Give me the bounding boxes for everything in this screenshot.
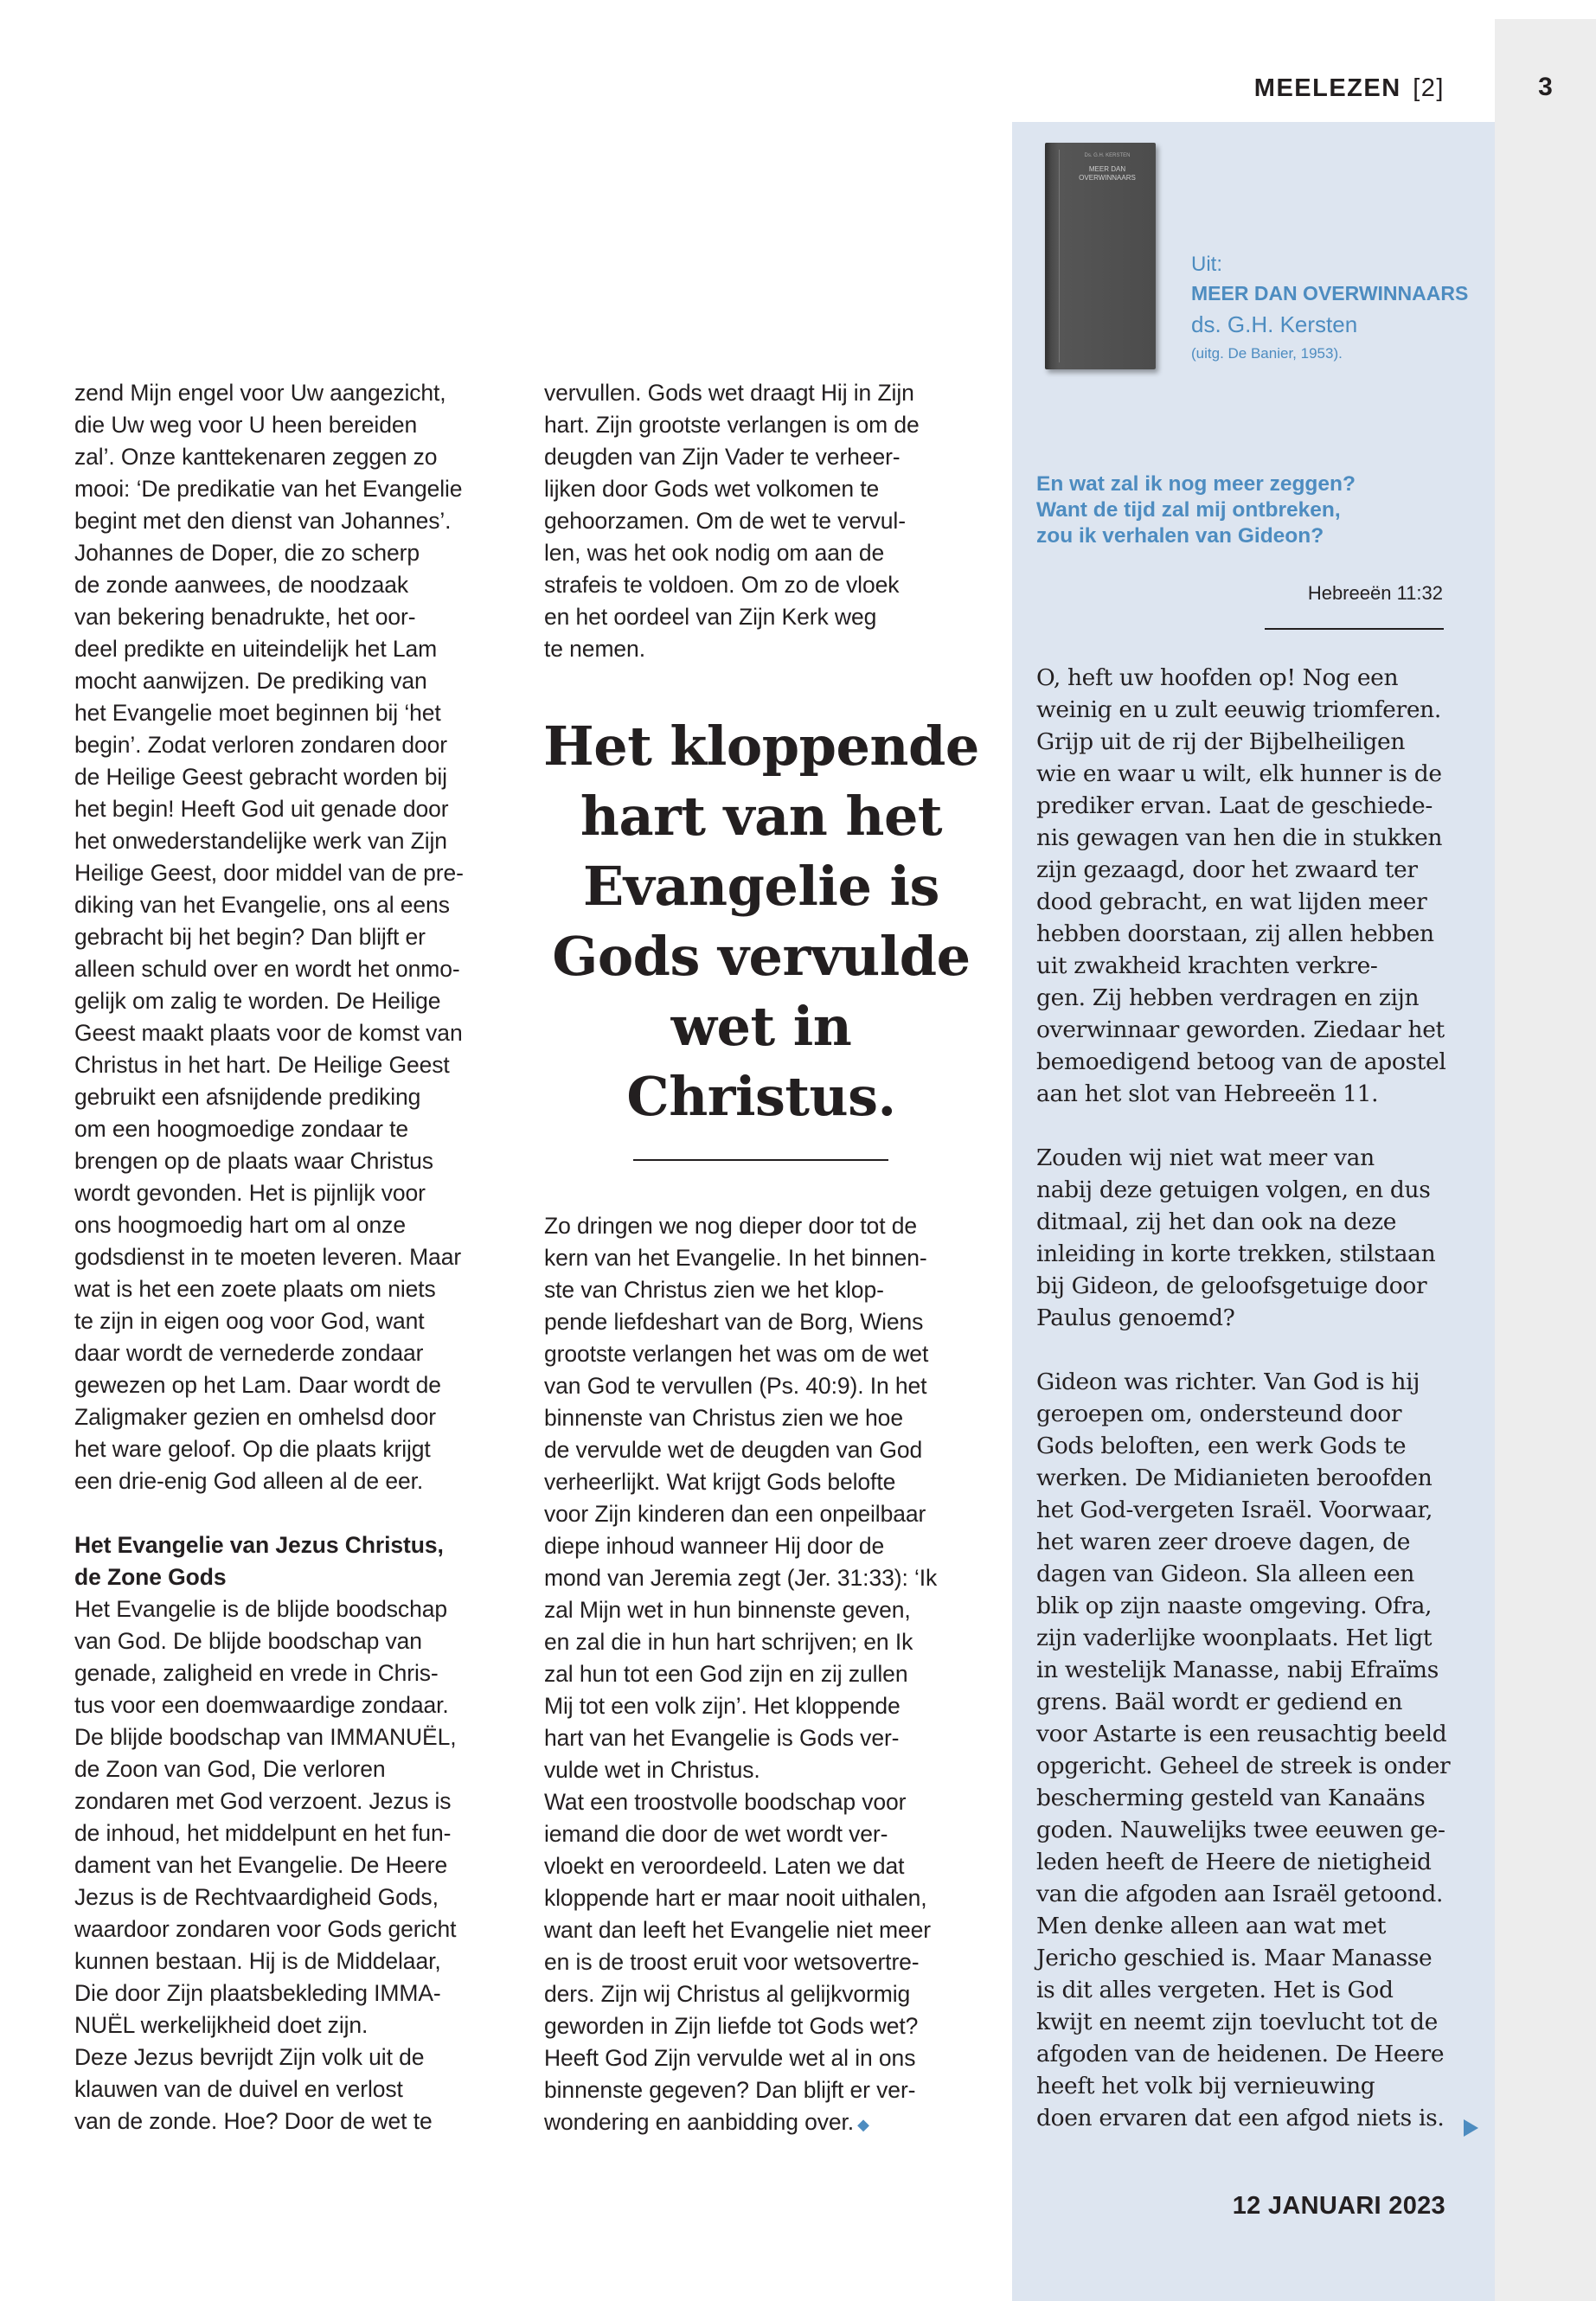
text-line: O, heft uw hoofden op! Nog een [1036,664,1399,691]
text-line: wie en waar u wilt, elk hunner is de [1036,760,1442,787]
text-line: in westelijk Manasse, nabij Efraïms [1036,1657,1439,1683]
text-line: Het Evangelie van Jezus Christus, [74,1532,444,1558]
text-line: goden. Nauwelijks twee eeuwen ge- [1036,1817,1445,1843]
text-line: overwinnaar geworden. Ziedaar het [1036,1016,1445,1043]
text-line: gebracht bij het begin? Dan blijft er [74,924,426,950]
text-line: Jericho geschied is. Maar Manasse [1036,1945,1433,1971]
text-line: genade, zaligheid en vrede in Chris- [74,1660,439,1686]
text-line: de Zone Gods [74,1564,227,1590]
text-line: weinig en u zult eeuwig triomferen. [1036,696,1441,723]
text-line: ders. Zijn wij Christus al gelijkvormig [544,1981,911,2007]
body-paragraph [74,377,507,1497]
text-line: Gideon was richter. Van God is hij [1036,1368,1420,1395]
text-line: bemoedigend betoog van de apostel [1036,1048,1446,1075]
text-line: NUËL werkelijkheid doet zijn. [74,2012,369,2038]
text-line: Geest maakt plaats voor de komst van [74,1020,463,1046]
text-line: Christus in het hart. De Heilige Geest [74,1052,450,1078]
text-line: een drie-enig God alleen al de eer. [74,1468,424,1494]
text-line: strafeis te voldoen. Om zo de vloek [544,572,900,598]
bible-quote [1036,471,1469,549]
text-line: mond van Jeremia zegt (Jer. 31:33): ‘Ik [544,1565,938,1591]
text-line: iemand die door de wet wordt ver- [544,1821,888,1847]
text-line: zijn gezaagd, door het zwaard ter [1036,856,1418,883]
text-line-with-end-mark [544,2106,977,2141]
text-line: Zo dringen we nog dieper door tot de [544,1213,917,1239]
text-line: aan het slot van Hebreeën 11. [1036,1080,1379,1107]
text-line: zal Mijn wet in hun binnenste geven, [544,1597,911,1623]
text-line: dagen van Gideon. Sla alleen een [1036,1561,1415,1587]
sidebar-paragraph [1036,1142,1469,1334]
text-line: vervullen. Gods wet draagt Hij in Zijn [544,380,914,406]
article-column-2-top [544,377,977,665]
text-line: het God-vergeten Israël. Voorwaar, [1036,1497,1433,1523]
text-line: van God. De blijde boodschap van [74,1628,422,1654]
text-line: het ware geloof. Op die plaats krijgt [74,1436,431,1462]
text-line: mocht aanwijzen. De prediking van [74,668,427,694]
end-of-article-icon: ◆ [857,2116,869,2133]
text-line: vulde wet in Christus. [544,1757,760,1783]
pull-quote-divider [633,1159,888,1161]
text-line: Mij tot een volk zijn’. Het kloppende [544,1693,901,1719]
text-line: Paulus genoemd? [1036,1304,1235,1331]
text-line: zal hun tot een God zijn en zij zullen [544,1661,908,1687]
pull-quote [536,711,986,1131]
text-line: het waren zeer droeve dagen, de [1036,1529,1411,1555]
text-line: godsdienst in te moeten leveren. Maar [74,1244,462,1270]
quote-reference: Hebreeën 11:32 [1307,582,1443,604]
section-title: MEELEZEN [1253,74,1401,102]
text-line: de vervulde wet de deugden van God [544,1437,923,1463]
text-line: Grijp uit de rij der Bijbelheiligen [1036,728,1406,755]
text-line: binnenste gegeven? Dan blijft er ver- [544,2077,916,2103]
quote-divider [1265,628,1444,630]
text-line: zondaren met God verzoent. Jezus is [74,1788,452,1814]
text-line: deel predikte en uiteindelijk het Lam [74,636,438,662]
text-line: hart. Zijn grootste verlangen is om de [544,412,920,438]
page-number: 3 [1538,73,1553,101]
text-line: verheerlijkt. Wat krijgt Gods belofte [544,1469,896,1495]
text-line: Heeft God Zijn vervulde wet al in ons [544,2045,916,2071]
text-line: ditmaal, zij het dan ook na deze [1036,1208,1397,1235]
text-line: Johannes de Doper, die zo scherp [74,540,420,566]
source-book-title: MEER DAN OVERWINNAARS [1191,282,1469,304]
text-line: de inhoud, het middelpunt en het fun- [74,1820,452,1846]
text-line: lijken door Gods wet volkomen te [544,476,880,502]
text-line: Men denke alleen aan wat met [1036,1913,1387,1939]
text-line: gewezen op het Lam. Daar wordt de [74,1372,441,1398]
text-line: en het oordeel van Zijn Kerk weg [544,604,877,630]
text-line: Zouden wij niet wat meer van [1036,1144,1375,1171]
text-line: te nemen. [544,636,645,662]
text-line: die Uw weg voor U heen bereiden [74,412,418,438]
text-line: brengen op de plaats waar Christus [74,1148,433,1174]
text-line: het onwederstandelijke werk van Zijn [74,828,447,854]
text-line: Gods vervulde [552,925,971,988]
text-line: van God te vervullen (Ps. 40:9). In het [544,1373,927,1399]
text-line: nabij deze getuigen volgen, en dus [1036,1176,1431,1203]
section-number: [2] [1413,74,1445,102]
text-line: Zaligmaker gezien en omhelsd door [74,1404,436,1430]
text-line: Het Evangelie is de blijde boodschap [74,1596,447,1622]
text-line: Christus. [626,1065,896,1128]
text-line: om een hoogmoedige zondaar te [74,1116,409,1142]
text-line: vloekt en veroordeeld. Laten we dat [544,1853,905,1879]
text-line: Deze Jezus bevrijdt Zijn volk uit de [74,2044,425,2070]
text-line: hart van het Evangelie is Gods ver- [544,1725,900,1751]
sidebar-paragraph [1036,1366,1469,2134]
text-line: voor Zijn kinderen dan een onpeilbaar [544,1501,926,1527]
text-line: te zijn in eigen oog voor God, want [74,1308,425,1334]
page-tab [1495,19,1596,2301]
text-line: daar wordt de vernederde zondaar [74,1340,424,1366]
book-cover-author: Ds. G.H. KERSTEN [1084,153,1131,158]
text-line: kwijt en neemt zijn toevlucht tot de [1036,2009,1438,2035]
source-prefix: Uit: [1191,253,1222,276]
text-line: gelijk om zalig te worden. De Heilige [74,988,441,1014]
text-line: voor Astarte is een reusachtig beeld [1036,1721,1447,1747]
source-publisher: (uitg. De Banier, 1953). [1191,345,1343,362]
text-line: dood gebracht, en wat lijden meer [1036,888,1427,915]
text-line: binnenste van Christus zien we hoe [544,1405,903,1431]
text-line: en zal die in hun hart schrijven; en Ik [544,1629,913,1655]
text-line: Het kloppende [543,715,979,778]
section-label [1254,74,1445,103]
sidebar-paragraph [1036,662,1469,1110]
text-line: leden heeft de Heere de nietigheid [1036,1849,1432,1875]
quote-line: Want de tijd zal mij ontbreken, [1036,498,1341,522]
text-line: kern van het Evangelie. In het binnen- [544,1245,927,1271]
text-line: Gods beloften, een werk Gods te [1036,1433,1407,1459]
text-line: blik op zijn naaste omgeving. Ofra, [1036,1593,1433,1619]
text-line: alleen schuld over en wordt het onmo- [74,956,460,982]
text-line: diepe inhoud wanneer Hij door de [544,1533,885,1559]
text-line: deugden van Zijn Vader te verheer- [544,444,901,470]
text-line: de zonde aanwees, de noodzaak [74,572,409,598]
text-line: De blijde boodschap van IMMANUËL, [74,1724,457,1750]
text-line: het begin! Heeft God uit genade door [74,796,449,822]
text-line: de Zoon van God, Die verloren [74,1756,386,1782]
text-line: van die afgoden aan Israël getoond. [1036,1881,1444,1907]
text-line: pende liefdeshart van de Borg, Wiens [544,1309,924,1335]
article-column-1 [74,377,507,2138]
text-line: werken. De Midianieten beroofden [1036,1465,1433,1491]
paragraph-gap [74,1497,507,1529]
text-line: waardoor zondaren voor Gods gericht [74,1916,457,1942]
text-line: opgericht. Geheel de streek is onder [1036,1753,1451,1779]
text-line: van bekering benadrukte, het oor- [74,604,416,630]
text-line: hart van het [580,785,943,848]
text-line: gebruikt een afsnijdende prediking [74,1084,421,1110]
text-line: uit zwakheid krachten verkre- [1036,952,1378,979]
text-line: mooi: ‘De predikatie van het Evangelie [74,476,463,502]
text-line: begin’. Zodat verloren zondaren door [74,732,447,758]
text-line: klauwen van de duivel en verlost [74,2076,403,2102]
text-line: zend Mijn engel voor Uw aangezicht, [74,380,446,406]
text-line: en is de troost eruit voor wetsovertre- [544,1949,920,1975]
text-line: het Evangelie moet beginnen bij ‘het [74,700,441,726]
text-line: de Heilige Geest gebracht worden bij [74,764,447,790]
text-line: grens. Baäl wordt er gediend en [1036,1689,1403,1715]
continue-arrow-icon [1464,2119,1478,2137]
text-line: grootste verlangen het was om de wet [544,1341,929,1367]
text-line: Die door Zijn plaatsbekleding IMMA- [74,1980,441,2006]
text-line: ste van Christus zien we het klop- [544,1277,884,1303]
text-line: wet in [670,995,852,1058]
text-line: ons hoogmoedig hart om al onze [74,1212,406,1238]
text-line: doen ervaren dat een afgod niets is. [1036,2105,1445,2131]
text-line: Wat een troostvolle boodschap voor [544,1789,907,1815]
text-line: kunnen bestaan. Hij is de Middelaar, [74,1948,441,1974]
text-line: bij Gideon, de geloofsgetuige door [1036,1272,1427,1299]
text-line: is dit alles vergeten. Het is God [1036,1977,1394,2003]
text-line: geroepen om, ondersteund door [1036,1400,1402,1427]
issue-date: 12 JANUARI 2023 [1232,2192,1445,2220]
text-line: want dan leeft het Evangelie niet meer [544,1917,931,1943]
text-line: begint met den dienst van Johannes’. [74,508,452,534]
text-line: tus voor een doemwaardige zondaar. [74,1692,449,1718]
text-line: gen. Zij hebben verdragen en zijn [1036,984,1420,1011]
book-spine [1059,150,1060,362]
text-line: zijn vaderlijke woonplaats. Het ligt [1036,1625,1433,1651]
body-paragraph [74,1593,507,2138]
text-line: prediker ervan. Laat de geschiede- [1036,792,1433,819]
text-line: geworden in Zijn liefde tot Gods wet? [544,2013,919,2039]
text-line: diking van het Evangelie, ons al eens [74,892,450,918]
text-line: wat is het een zoete plaats om niets [74,1276,436,1302]
body-paragraph [544,1210,977,2141]
text-line: len, was het ook nodig om aan de [544,540,885,566]
source-author: ds. G.H. Kersten [1191,311,1358,337]
text-line: gehoorzamen. Om de wet te vervul- [544,508,906,534]
text-line: bescherming gesteld van Kanaäns [1036,1785,1426,1811]
text-line: afgoden van de heidenen. De Heere [1036,2041,1445,2067]
book-cover-image [1045,143,1156,369]
text-line: dament van het Evangelie. De Heere [74,1852,448,1878]
text-line: hebben doorstaan, zij allen hebben [1036,920,1434,947]
text-line: kloppende hart er maar nooit uithalen, [544,1885,927,1911]
text-line: Jezus is de Rechtvaardigheid Gods, [74,1884,439,1910]
subheading [74,1529,507,1593]
article-column-2-bottom [544,1210,977,2141]
book-cover-title: MEER DAN OVERWINNAARS [1079,165,1136,183]
text-line: van de zonde. Hoe? Door de wet te [74,2108,433,2134]
text-line: Evangelie is [583,855,939,918]
text-line: nis gewagen van hen die in stukken [1036,824,1443,851]
quote-line: zou ik verhalen van Gideon? [1036,524,1324,548]
source-credit [1191,251,1485,367]
quote-line: En wat zal ik nog meer zeggen? [1036,472,1356,496]
text-line: Heilige Geest, door middel van de pre- [74,860,464,886]
body-paragraph [544,377,977,665]
text-line: wordt gevonden. Het is pijnlijk voor [74,1180,426,1206]
text-line: heeft het volk bij vernieuwing [1036,2073,1375,2099]
text-line: zal’. Onze kanttekenaren zeggen zo [74,444,438,470]
text-line: inleiding in korte trekken, stilstaan [1036,1240,1436,1267]
text-line: wondering en aanbidding over. [544,2109,855,2135]
